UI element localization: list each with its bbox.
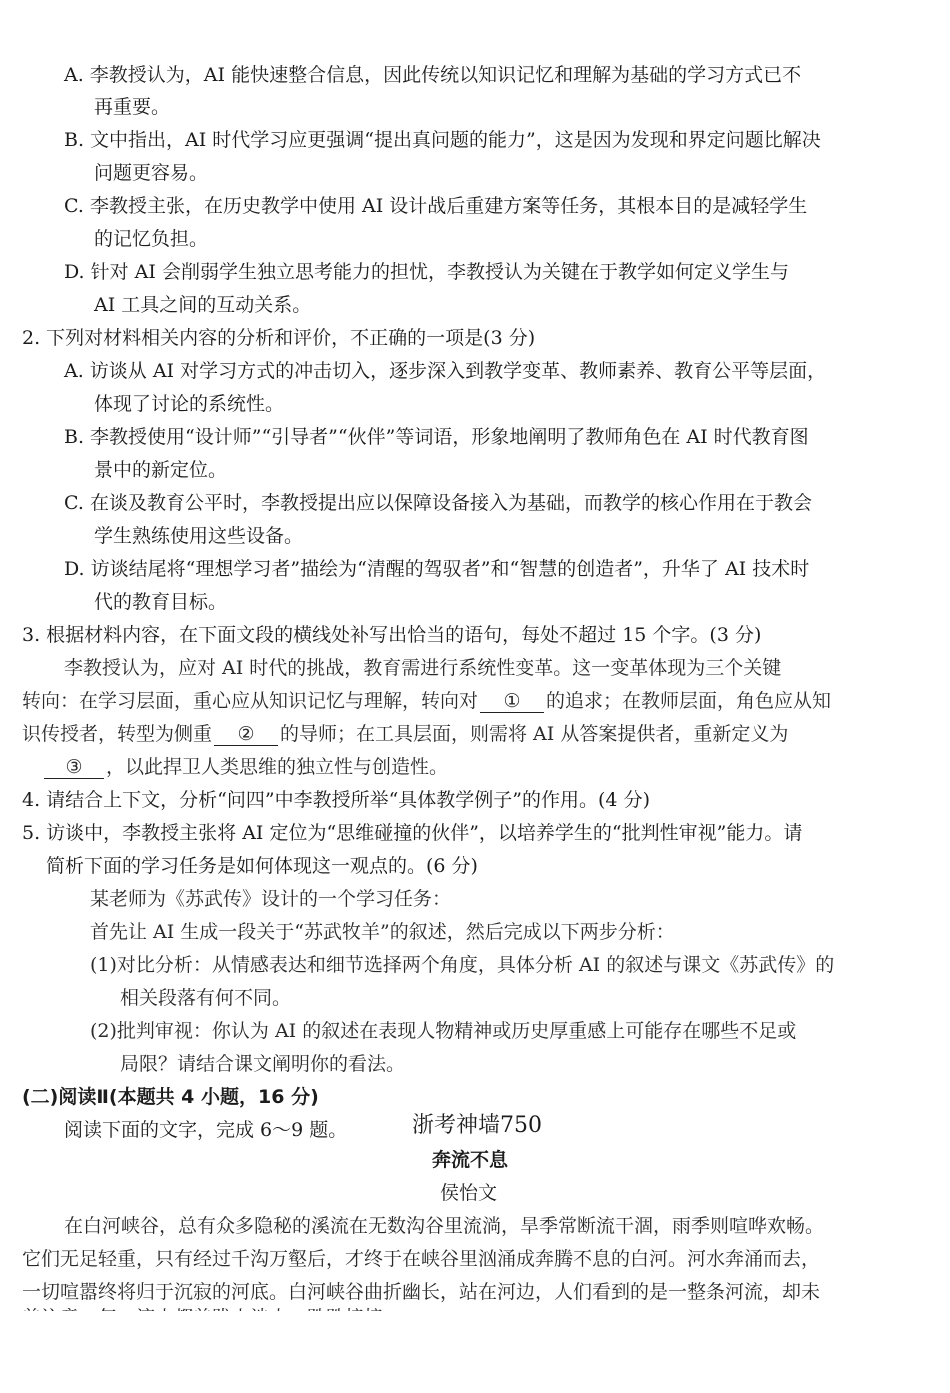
q2-option-b-line1: B. 李教授使用“设计师”“引导者”“伙伴”等词语，形象地阐明了教师角色在 AI 时代教育图 bbox=[64, 426, 809, 448]
section-heading: (二)阅读Ⅱ(本题共 4 小题，16 分) bbox=[22, 1086, 319, 1108]
q1-option-b-line1: B. 文中指出，AI 时代学习应更强调“提出真问题的能力”，这是因为发现和界定问题比解决 bbox=[64, 129, 821, 151]
blank-1[interactable]: ① bbox=[480, 690, 544, 713]
q2-option-c-line2: 学生熟练使用这些设备。 bbox=[94, 525, 304, 547]
q5-step1-line2: 相关段落有何不同。 bbox=[120, 987, 292, 1009]
q5-step2-line2: 局限？请结合课文阐明你的看法。 bbox=[120, 1053, 406, 1075]
q5-step1-line1: (1)对比分析：从情感表达和细节选择两个角度，具体分析 AI 的叙述与课文《苏武传》的 bbox=[90, 954, 835, 976]
q2-option-c-line1: C. 在谈及教育公平时，李教授提出应以保障设备接入为基础，而教学的核心作用在于教会 bbox=[64, 492, 812, 514]
q3-passage-line1: 李教授认为，应对 AI 时代的挑战，教育需进行系统性变革。这一变革体现为三个关键 bbox=[64, 657, 782, 679]
q3-passage-line4 bbox=[22, 754, 448, 780]
article-line2: 它们无足轻重，只有经过千沟万壑后，才终于在峡谷里汹涌成奔腾不息的白河。河水奔涌而去， bbox=[22, 1248, 821, 1270]
q1-option-b-line2: 问题更容易。 bbox=[94, 162, 209, 184]
q1-option-d-line2: AI 工具之间的互动关系。 bbox=[94, 294, 312, 316]
q2-option-d-line2: 代的教育目标。 bbox=[94, 591, 228, 613]
q3-passage-line3 bbox=[22, 721, 788, 747]
q3-stem: 3. 根据材料内容，在下面文段的横线处补写出恰当的语句，每处不超过 15 个字。(3 分) bbox=[22, 624, 762, 646]
q1-option-c-line1: C. 李教授主张，在历史教学中使用 AI 设计战后重建方案等任务，其根本目的是减轻学生 bbox=[64, 195, 808, 217]
q1-option-d-line1: D. 针对 AI 会削弱学生独立思考能力的担忧，李教授认为关键在于教学如何定义学生与 bbox=[64, 261, 789, 283]
q2-stem: 2. 下列对材料相关内容的分析和评价，不正确的一项是(3 分) bbox=[22, 327, 536, 349]
blank-3[interactable]: ③ bbox=[44, 756, 104, 779]
q2-option-a-line1: A. 访谈从 AI 对学习方式的冲击切入，逐步深入到教学变革、教师素养、教育公平等层面， bbox=[64, 360, 827, 382]
q3-passage-line2 bbox=[22, 688, 831, 714]
q4-stem: 4. 请结合上下文，分析“问四”中李教授所举“具体教学例子”的作用。(4 分) bbox=[22, 789, 650, 811]
q2-option-b-line2: 景中的新定位。 bbox=[94, 459, 228, 481]
q5-task-instruction: 首先让 AI 生成一段关于“苏武牧羊”的叙述，然后完成以下两步分析： bbox=[90, 921, 675, 943]
q5-stem-line2: 简析下面的学习任务是如何体现这一观点的。(6 分) bbox=[46, 855, 478, 877]
q1-option-a-line2: 再重要。 bbox=[94, 96, 171, 118]
q1-option-c-line2: 的记忆负担。 bbox=[94, 228, 209, 250]
article-line3: 一切喧嚣终将归于沉寂的河底。白河峡谷曲折幽长，站在河边，人们看到的是一整条河流，却未 bbox=[22, 1281, 821, 1303]
q3-passage-text: 的追求；在教师层面，角色应从知 bbox=[546, 690, 832, 712]
q2-option-d-line1: D. 访谈结尾将“理想学习者”描绘为“清醒的驾驭者”和“智慧的创造者”，升华了 AI 技术时 bbox=[64, 558, 810, 580]
article-title: 奔流不息 bbox=[432, 1149, 509, 1171]
q5-step2-line1: (2)批判审视：你认为 AI 的叙述在表现人物精神或历史厚重感上可能存在哪些不足或 bbox=[90, 1020, 797, 1042]
page-cutoff bbox=[0, 1311, 950, 1393]
q3-passage-text: ，以此捍卫人类思维的独立性与创造性。 bbox=[106, 756, 449, 778]
article-author: 侯怡文 bbox=[440, 1182, 498, 1204]
reading-instruction: 阅读下面的文字，完成 6～9 题。 bbox=[64, 1119, 348, 1141]
q1-option-a-line1: A. 李教授认为，AI 能快速整合信息，因此传统以知识记忆和理解为基础的学习方式已不 bbox=[64, 64, 802, 86]
watermark: 浙考神墙750 bbox=[412, 1113, 542, 1138]
blank-2[interactable]: ② bbox=[214, 723, 278, 746]
q5-task-intro: 某老师为《苏武传》设计的一个学习任务： bbox=[90, 888, 452, 910]
q5-stem-line1: 5. 访谈中，李教授主张将 AI 定位为“思维碰撞的伙伴”，以培养学生的“批判性审视”能力。请 bbox=[22, 822, 803, 844]
article-line1: 在白河峡谷，总有众多隐秘的溪流在无数沟谷里流淌，旱季常断流干涸，雨季则喧哗欢畅。 bbox=[64, 1215, 825, 1237]
q3-passage-text: 的导师；在工具层面，则需将 AI 从答案提供者，重新定义为 bbox=[280, 723, 789, 745]
q2-option-a-line2: 体现了讨论的系统性。 bbox=[94, 393, 285, 415]
q3-passage-text: 识传授者，转型为侧重 bbox=[22, 723, 213, 745]
q3-passage-text: 转向：在学习层面，重心应从知识记忆与理解，转向对 bbox=[22, 690, 479, 712]
